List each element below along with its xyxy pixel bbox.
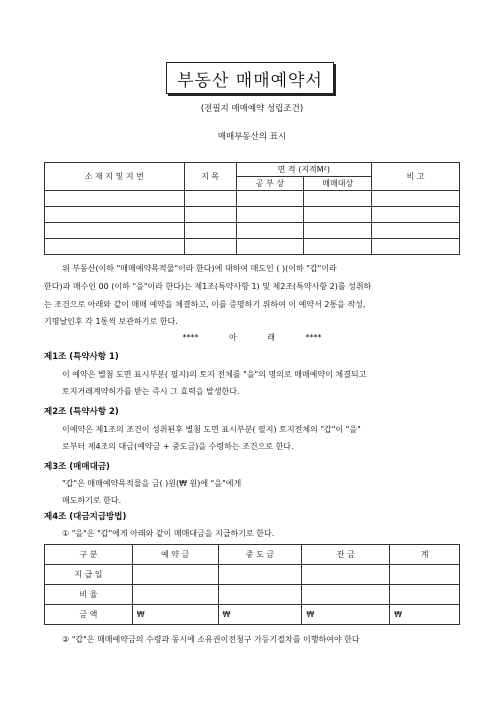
payment-header: 구 분 (45, 545, 133, 565)
article-4-title: 제4조 (대금지급방법) (44, 512, 127, 522)
property-table (44, 162, 460, 255)
article-2-title: 제2조 (특약사항 2) (44, 407, 119, 417)
table-row (45, 191, 460, 207)
row-label: 비 율 (45, 585, 133, 605)
document-subtitle: (전필지 매매예약 성립조건) (200, 104, 304, 114)
payment-header: 중 도 금 (218, 545, 302, 565)
header-land-type: 지 목 (184, 163, 236, 191)
amount-cell: ₩ (132, 605, 218, 625)
article-4-line-1: ① "을"은 "갑"에게 아래와 같이 매매대금을 지급하기로 한다. (62, 529, 275, 538)
row-label: 금 액 (45, 605, 133, 625)
payment-header: 계 (390, 545, 460, 565)
table-row (45, 585, 460, 605)
header-target: 매매대상 (304, 177, 372, 191)
intro-line-1: 위 부동산(이하 "매매예약목적물"이라 한다)에 대하여 매도인 ( )(이하 "갑"이라 (62, 264, 337, 273)
table-row (45, 239, 460, 255)
document-title: 부동산 매매예약서 (166, 62, 334, 94)
table-row (45, 565, 460, 585)
article-1-title: 제1조 (특약사항 1) (44, 352, 119, 362)
intro-stars: **** 아 래 **** (182, 333, 322, 342)
table-row (45, 207, 460, 223)
amount-cell: ₩ (302, 605, 390, 625)
article-1-line-2: 토지거래계약허가를 받는 즉시 그 효력을 발생한다. (62, 387, 240, 396)
header-remarks: 비 고 (372, 163, 460, 191)
row-label: 지 급 일 (45, 565, 133, 585)
table-row (45, 223, 460, 239)
section-title: 매매부동산의 표시 (217, 132, 287, 142)
intro-line-2: 한다)과 매수인 00 (이하 "을"이라 한다)는 제1조(특약사항 1) 및 제2조(특약사항 2)를 성취하 (44, 282, 372, 291)
article-1-line-1: 이 예약은 별첨 도면 표시부분( 필지)의 토지 전체를 "을"의 명의로 매매예약이 체결되고 (62, 370, 367, 379)
header-area: 면 적 (지적M²) (236, 163, 372, 177)
intro-line-4: 기명날인후 각 1통씩 보관하기로 한다. (44, 317, 178, 326)
article-3-title: 제3조 (매매대금) (44, 462, 110, 472)
article-2-line-1: 이예약은 제1조의 조건이 성취된후 별첨 도면 표시부분( 필지) 토지전체의 "갑"이 "을" (62, 425, 361, 434)
article-2-line-2: 로부터 제4조의 대금(예약금 + 중도금)을 수령하는 조건으로 한다. (62, 442, 294, 451)
payment-header: 잔 금 (302, 545, 390, 565)
article-4-note-2: ② "갑"은 매매예약금의 수령과 동시에 소유권이전청구 가등기절차를 이행하여야 한다 (62, 635, 360, 644)
amount-cell: ₩ (390, 605, 460, 625)
article-3-line-1: "갑"은 매매예약목적물을 금( )원(₩ 원)에 "을"에게 (62, 479, 242, 488)
table-row (45, 605, 460, 625)
amount-cell: ₩ (218, 605, 302, 625)
intro-line-3: 는 조건으로 아래와 같이 매매 예약을 체결하고, 이를 증명하기 위하여 이 예약서 2통을 작성, (44, 300, 366, 309)
header-public: 공 부 상 (236, 177, 304, 191)
header-location: 소 재 지 및 지 번 (45, 163, 185, 191)
payment-table (44, 544, 460, 625)
article-3-line-2: 매도하기로 한다. (62, 496, 122, 505)
payment-header: 예 약 금 (132, 545, 218, 565)
